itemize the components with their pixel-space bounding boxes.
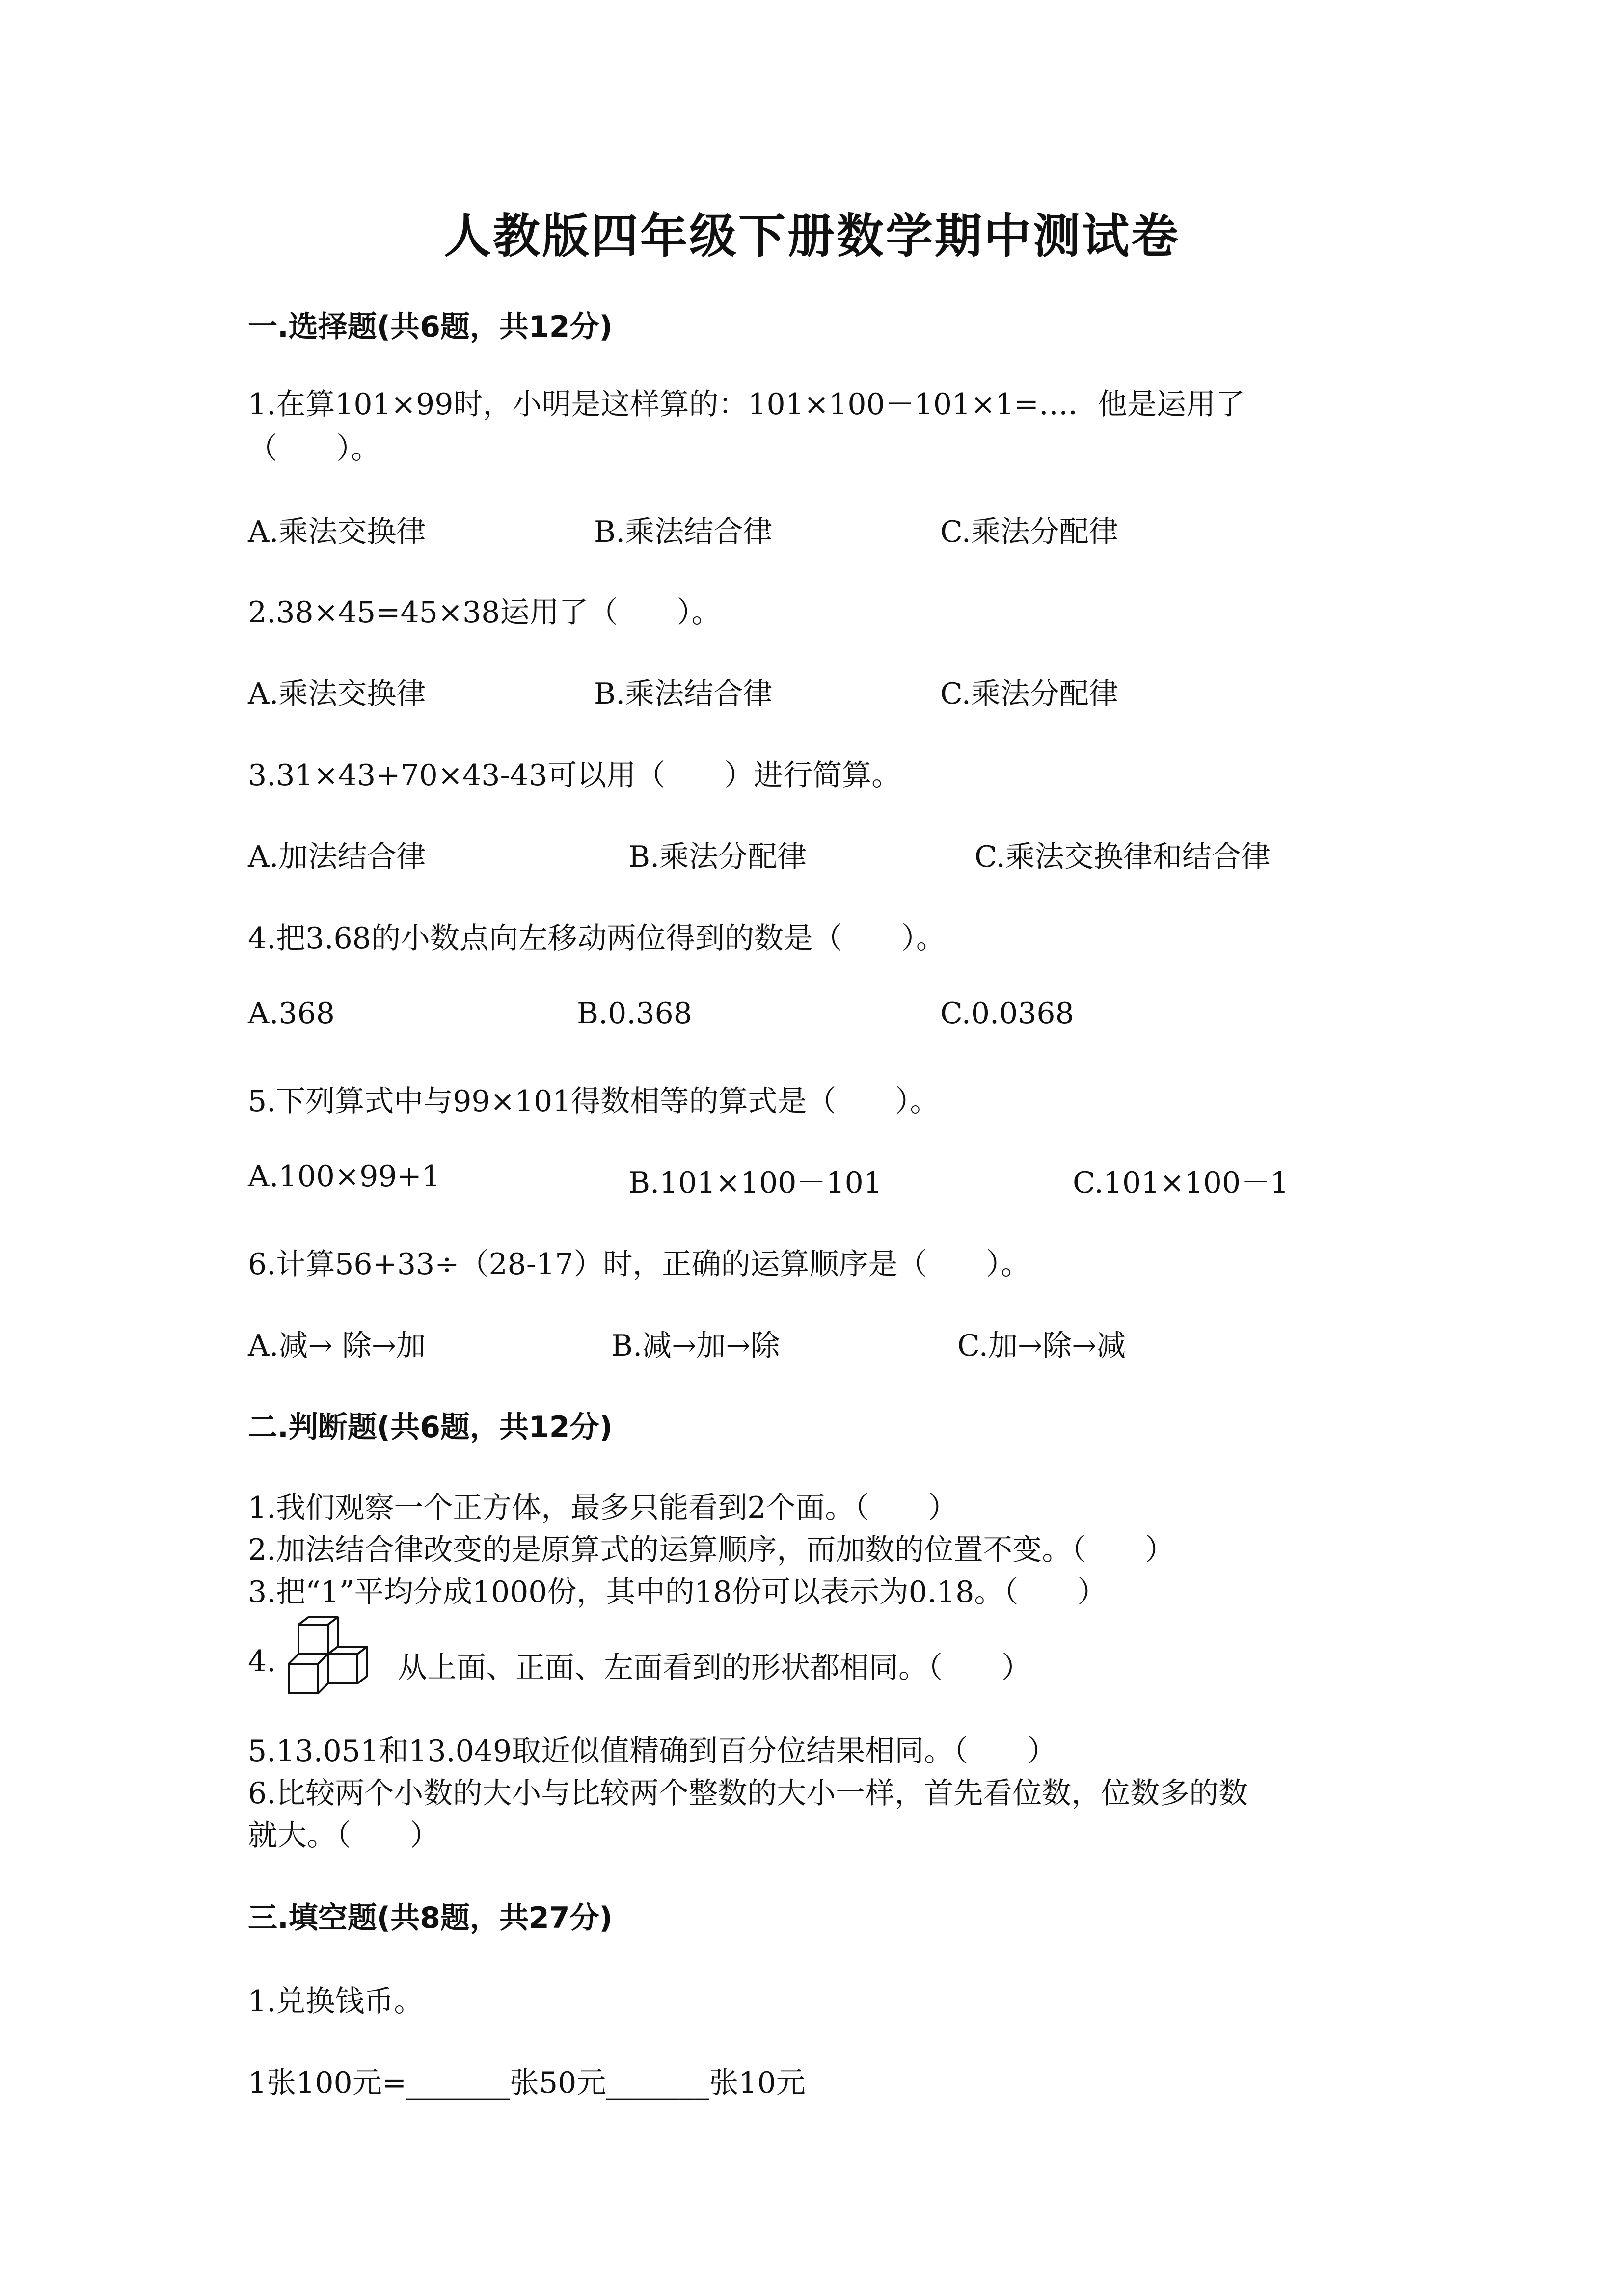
question-4-option-c: C.0.0368 (940, 996, 1074, 1031)
question-6-option-c: C.加→除→减 (957, 1329, 1126, 1363)
question-2-option-c: C.乘法分配律 (940, 677, 1118, 711)
question-6-option-a: A.减→ 除→加 (248, 1329, 426, 1363)
cube-stack-figure (284, 1615, 387, 1703)
judgement-4-text: 从上面、正面、左面看到的形状都相同。（ ） (398, 1651, 1031, 1685)
section-heading-fill-in: 三.填空题(共8题，共27分) (248, 1901, 613, 1935)
section-heading-choice: 一.选择题(共6题，共12分) (248, 310, 613, 344)
question-1-option-a: A.乘法交换律 (248, 515, 426, 549)
question-5-text: 5.下列算式中与99×101得数相等的算式是（ ）。 (248, 1084, 940, 1119)
page-title: 人教版四年级下册数学期中测试卷 (444, 208, 1180, 264)
fill-in-1-blank-line: 1张100元=_______张50元_______张10元 (248, 2066, 806, 2100)
fill-in-1-text: 1.兑换钱币。 (248, 1984, 424, 2019)
question-4-option-a: A.368 (248, 996, 335, 1031)
question-3-option-a: A.加法结合律 (248, 840, 426, 874)
judgement-5: 5.13.051和13.049取近似值精确到百分位结果相同。（ ） (248, 1734, 1057, 1768)
question-1-option-b: B.乘法结合律 (594, 515, 773, 549)
question-5-option-a: A.100×99+1 (248, 1159, 440, 1194)
question-5-option-c: C.101×100－1 (1073, 1166, 1289, 1200)
question-6-text: 6.计算56+33÷（28-17）时，正确的运算顺序是（ ）。 (248, 1247, 1030, 1281)
question-1-option-c: C.乘法分配律 (940, 515, 1118, 549)
judgement-6: 6.比较两个小数的大小与比较两个整数的大小一样，首先看位数，位数多的数 (248, 1776, 1248, 1811)
question-3-option-c: C.乘法交换律和结合律 (974, 840, 1271, 874)
judgement-4-number: 4. (248, 1644, 276, 1679)
judgement-3: 3.把“1”平均分成1000份，其中的18份可以表示为0.18。（ ） (248, 1575, 1107, 1609)
question-1-text: 1.在算101×99时，小明是这样算的：101×100－101×1=…．他是运用了 (248, 387, 1245, 422)
question-1-text-continued: （ ）。 (248, 431, 380, 466)
question-3-text: 3.31×43+70×43-43可以用（ ）进行简算。 (248, 758, 901, 793)
judgement-1: 1.我们观察一个正方体，最多只能看到2个面。（ ） (248, 1491, 958, 1525)
question-3-option-b: B.乘法分配律 (628, 840, 807, 874)
section-heading-judgement: 二.判断题(共6题，共12分) (248, 1410, 613, 1444)
judgement-6-continued: 就大。（ ） (248, 1818, 439, 1853)
judgement-2: 2.加法结合律改变的是原算式的运算顺序，而加数的位置不变。（ ） (248, 1533, 1175, 1567)
question-4-text: 4.把3.68的小数点向左移动两位得到的数是（ ）。 (248, 921, 946, 956)
question-2-option-b: B.乘法结合律 (594, 677, 773, 711)
question-5-option-b: B.101×100－101 (628, 1166, 883, 1200)
question-6-option-b: B.减→加→除 (611, 1329, 780, 1363)
question-2-text: 2.38×45=45×38运用了（ ）。 (248, 595, 721, 630)
question-4-option-b: B.0.368 (577, 996, 692, 1031)
question-2-option-a: A.乘法交换律 (248, 677, 426, 711)
